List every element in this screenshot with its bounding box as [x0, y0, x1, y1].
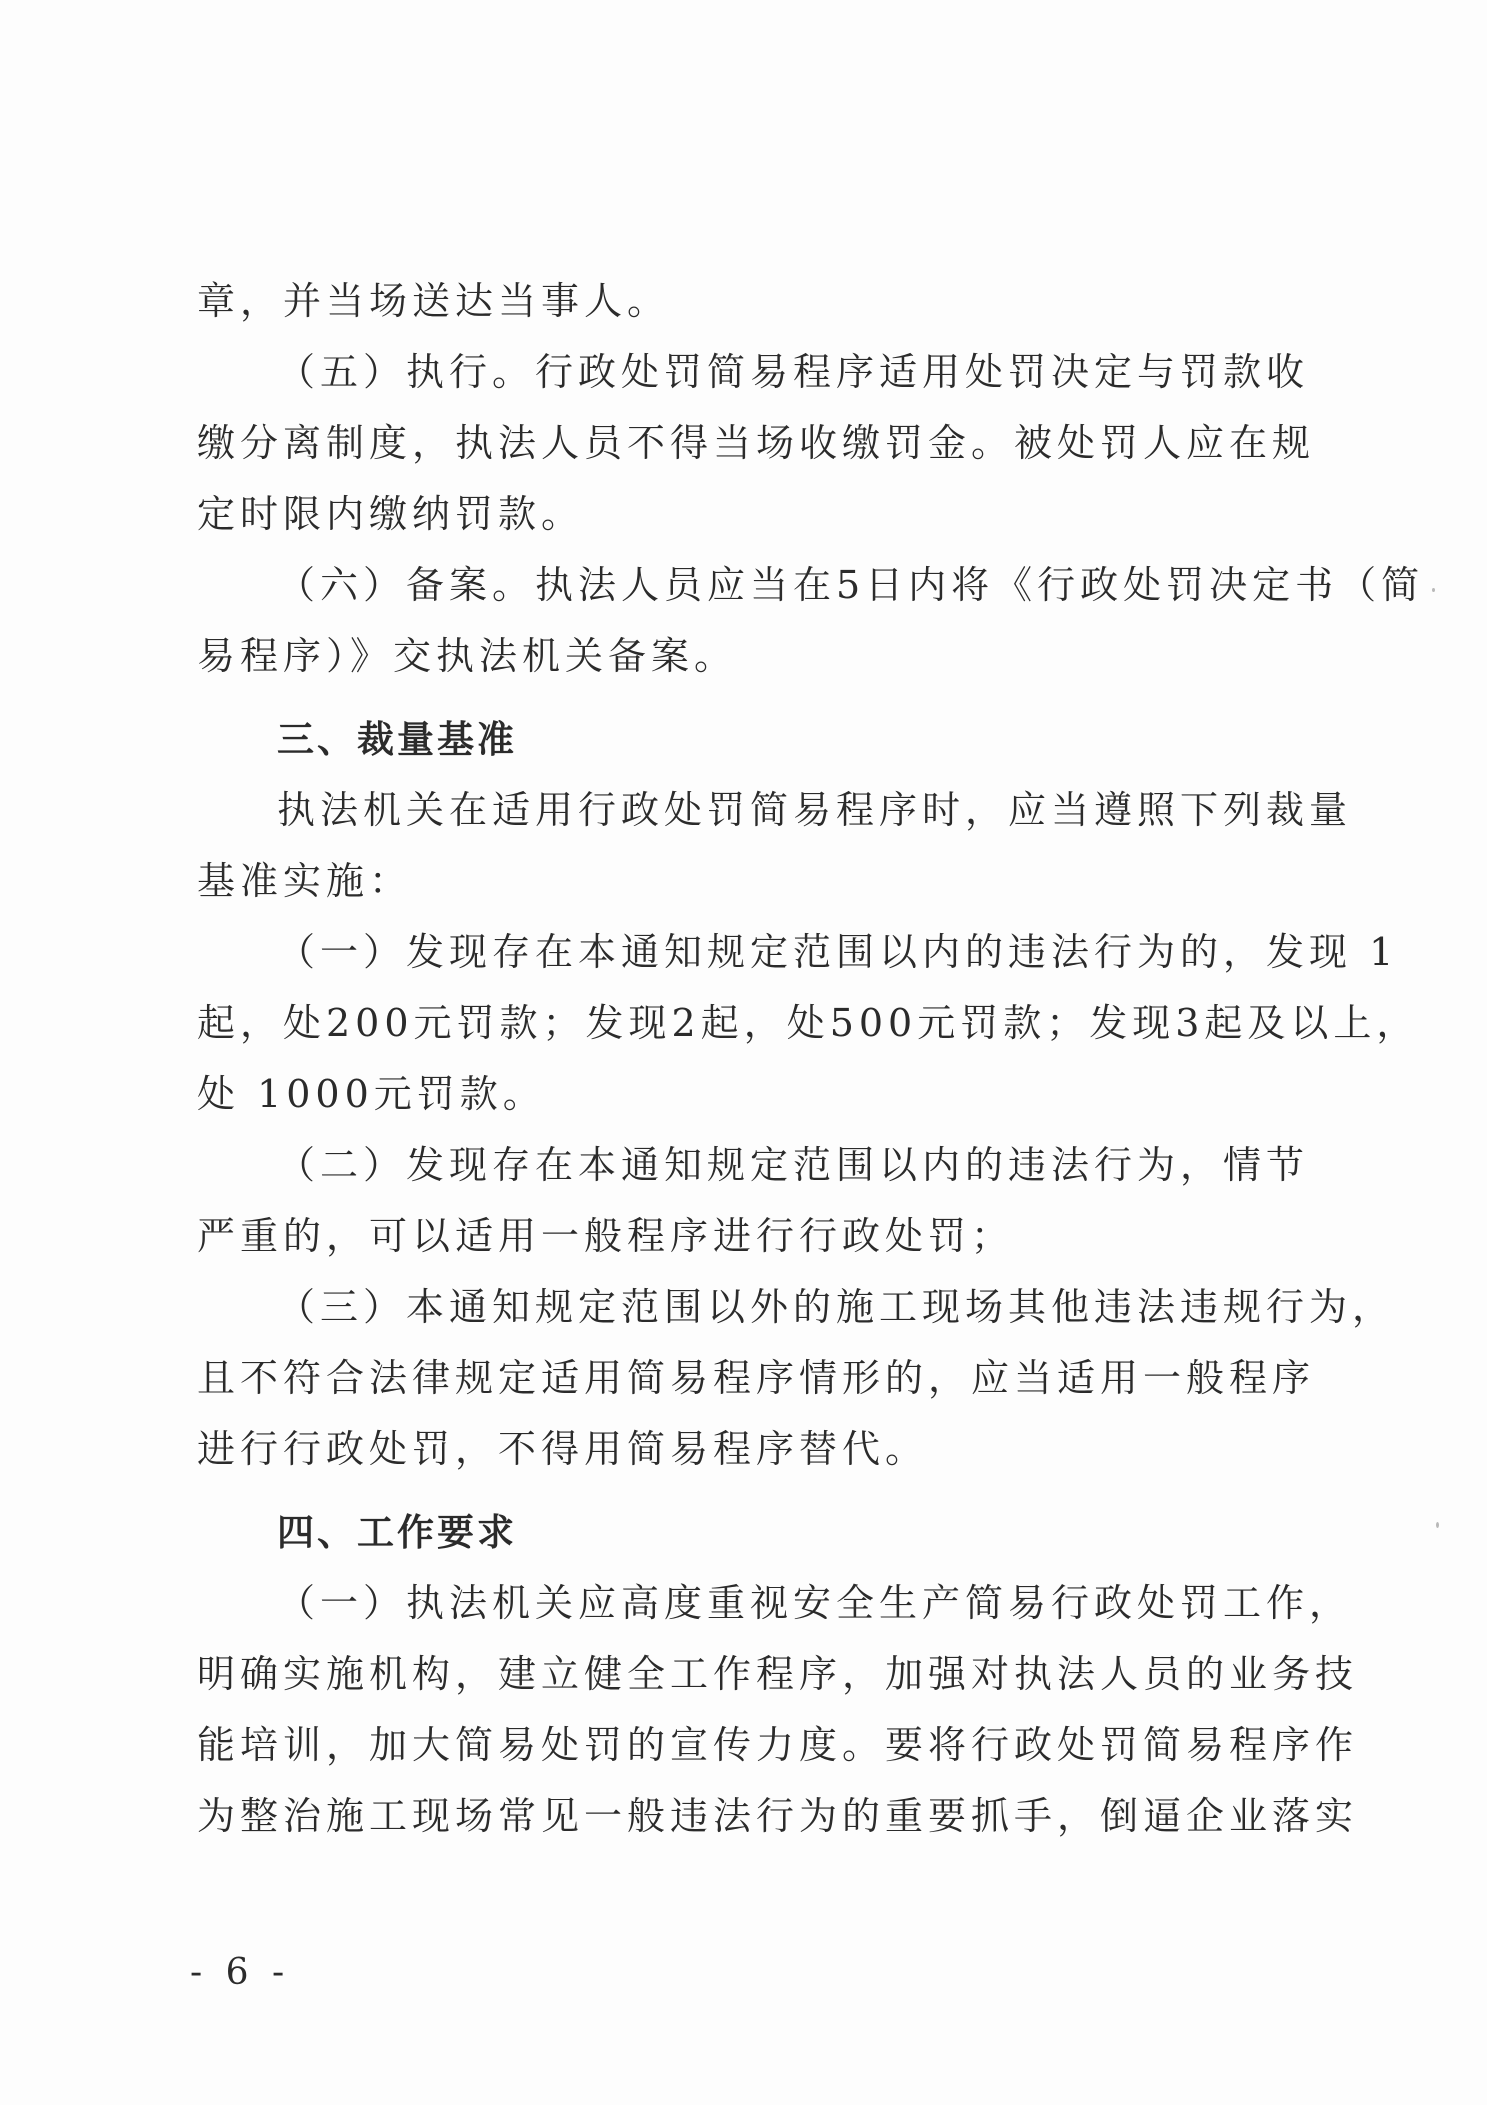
body-line: 章，并当场送达当事人。: [197, 279, 671, 323]
body-line: 进行行政处罚，不得用简易程序替代。: [197, 1427, 929, 1471]
body-line: 基准实施：: [197, 859, 413, 903]
body-line: （一）发现存在本通知规定范围以内的违法行为的，发现 1: [277, 930, 1399, 974]
body-line: 处 1000元罚款。: [197, 1072, 546, 1116]
body-line: （三）本通知规定范围以外的施工现场其他违法违规行为，: [277, 1285, 1396, 1329]
body-line: 明确实施机构，建立健全工作程序，加强对执法人员的业务技: [197, 1652, 1359, 1696]
body-line: 且不符合法律规定适用简易程序情形的，应当适用一般程序: [197, 1356, 1316, 1400]
document-body: [197, 266, 1425, 1852]
body-line: （五）执行。行政处罚简易程序适用处罚决定与罚款收: [277, 350, 1310, 394]
scan-speck: [1436, 1522, 1439, 1528]
page-number: - 6 -: [190, 1952, 291, 1993]
body-line: 严重的，可以适用一般程序进行行政处罚；: [197, 1214, 1015, 1258]
body-line: 能培训，加大简易处罚的宣传力度。要将行政处罚简易程序作: [197, 1723, 1359, 1767]
body-line: （二）发现存在本通知规定范围以内的违法行为，情节: [277, 1143, 1310, 1187]
body-line: 执法机关在适用行政处罚简易程序时，应当遵照下列裁量: [277, 788, 1353, 832]
scan-speck: [1432, 588, 1435, 592]
body-line: （六）备案。执法人员应当在5日内将《行政处罚决定书（简: [277, 563, 1425, 607]
body-line: 起，处200元罚款；发现2起，处500元罚款；发现3起及以上，: [197, 1001, 1420, 1045]
body-line: 定时限内缴纳罚款。: [197, 492, 585, 536]
body-line: 缴分离制度，执法人员不得当场收缴罚金。被处罚人应在规: [197, 421, 1316, 465]
body-line: 为整治施工现场常见一般违法行为的重要抓手，倒逼企业落实: [197, 1794, 1359, 1838]
body-line: （一）执法机关应高度重视安全生产简易行政处罚工作，: [277, 1581, 1353, 1625]
section-heading-3: 三、裁量基准: [277, 718, 517, 761]
section-heading-4: 四、工作要求: [277, 1511, 517, 1554]
body-line: 易程序）》交执法机关备案。: [197, 634, 738, 678]
